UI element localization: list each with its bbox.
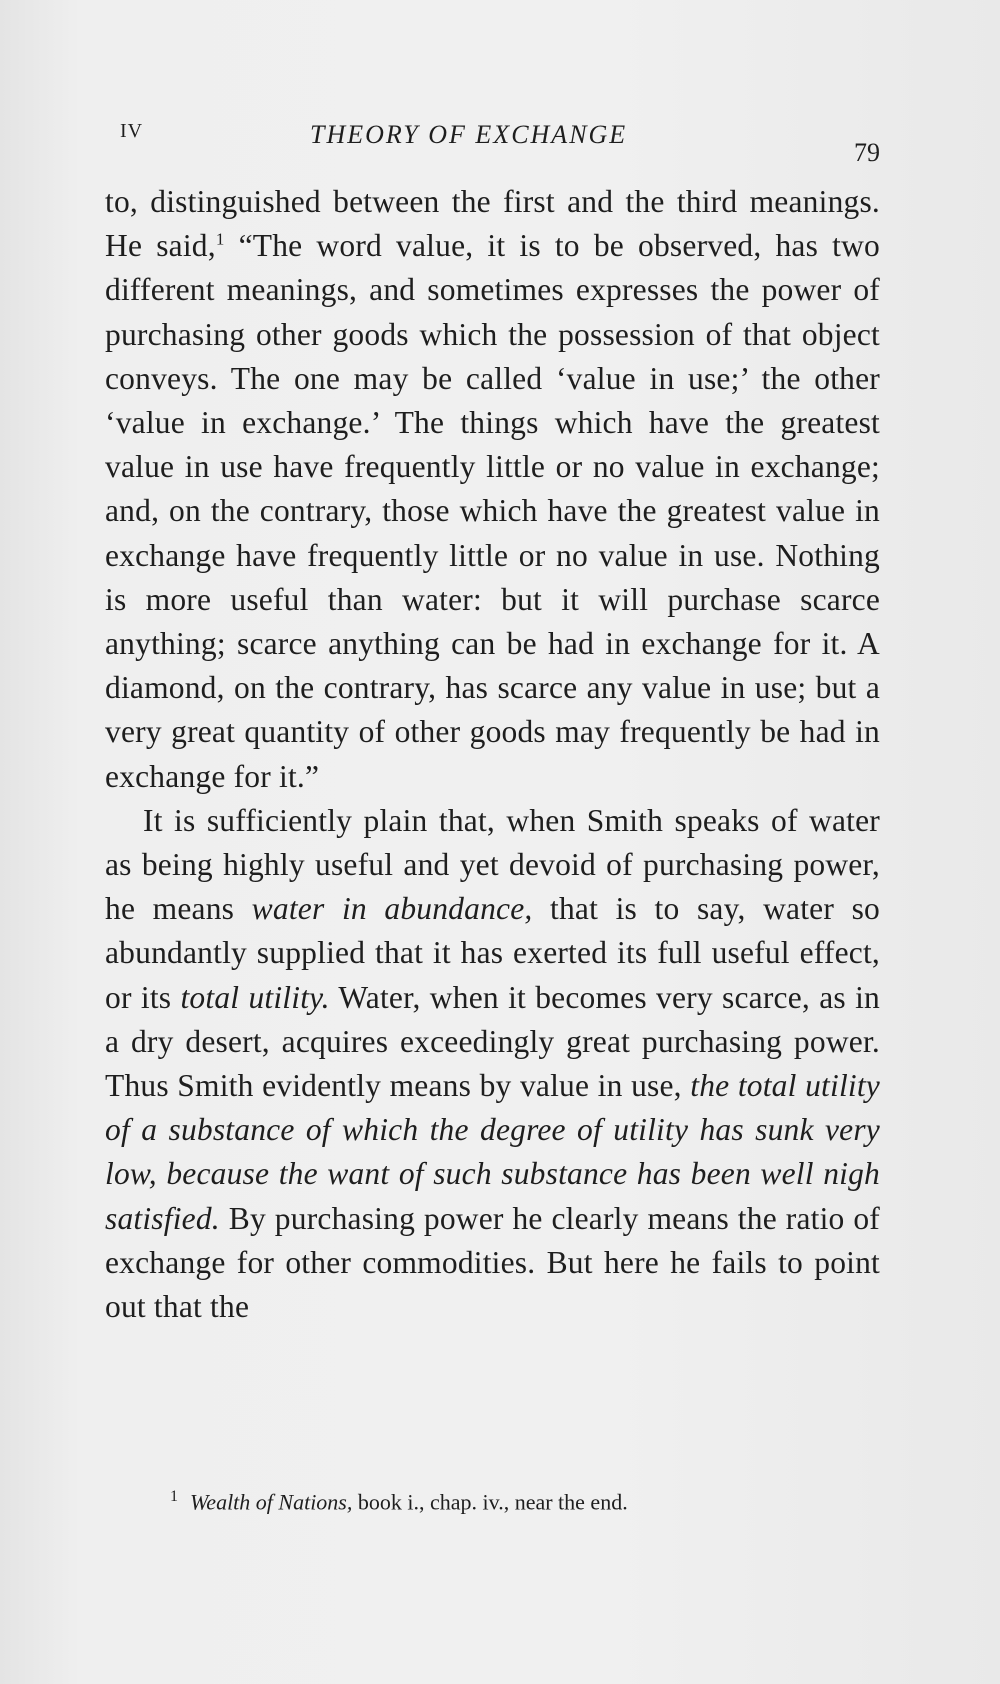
paragraph-1 <box>105 180 880 799</box>
body-text <box>105 180 880 1329</box>
footnote <box>170 1488 870 1515</box>
footnote-reference: 1 <box>215 229 225 249</box>
paragraph-2-text-d: By purchasing power he clearly means the ratio of exchange for other commodities. But here he fails to point out that the <box>105 1200 880 1325</box>
footnote-text: book i., chap. iv., near the end. <box>352 1489 628 1515</box>
paragraph-2-text-a: It is sufficiently plain that, when Smith speaks of water as being highly useful and yet devoid of purchasing power, he means <box>105 802 880 927</box>
page-number: 79 <box>854 138 880 167</box>
footnote-title: Wealth of Nations, <box>190 1489 353 1515</box>
paragraph-2-italic-1: water in abundance, <box>251 891 533 927</box>
footnote-marker: 1 <box>170 1488 178 1505</box>
running-header <box>120 120 880 170</box>
paragraph-2-text-c: Water, when it becomes very scarce, as in a dry desert, acquires exceedingly great purchasing power. Thus Smith evidently means by value in use, <box>105 979 880 1104</box>
paragraph-1-quote: “The word value, it is to be observed, has two different meanings, and sometimes expresses the power of purchasing other goods which the possession of that object conveys. The one may be called ‘value in use;’ the other ‘value in exchange.’ The things which have the greatest value in use have frequently little or no value in exchange; and, on the contrary, those which have the greatest value in exchange have frequently little or no value in use. Nothing is more useful than water: but it will purchase scarce anything; scarce anything can be had in exchange for it. A diamond, on the contrary, has scarce any value in use; but a very great quantity of other goods may frequently be had in exchange for it.” <box>105 228 880 794</box>
paragraph-2-text-b: that is to say, water so abundantly supplied that it has exerted its full useful effect, or its <box>105 891 880 1015</box>
paragraph-2 <box>105 799 880 1329</box>
chapter-number: IV <box>120 120 144 142</box>
paragraph-2-italic-2: total utility. <box>180 979 330 1015</box>
paragraph-1-text-a: to, distinguished between the first and the third meanings. He said, <box>105 184 880 264</box>
running-title: THEORY OF EXCHANGE <box>310 120 628 149</box>
paragraph-2-italic-3: the total utility of a substance of which the degree of utility has sunk very low, because the want of such substance has been well nigh satisfied. <box>105 1068 880 1236</box>
